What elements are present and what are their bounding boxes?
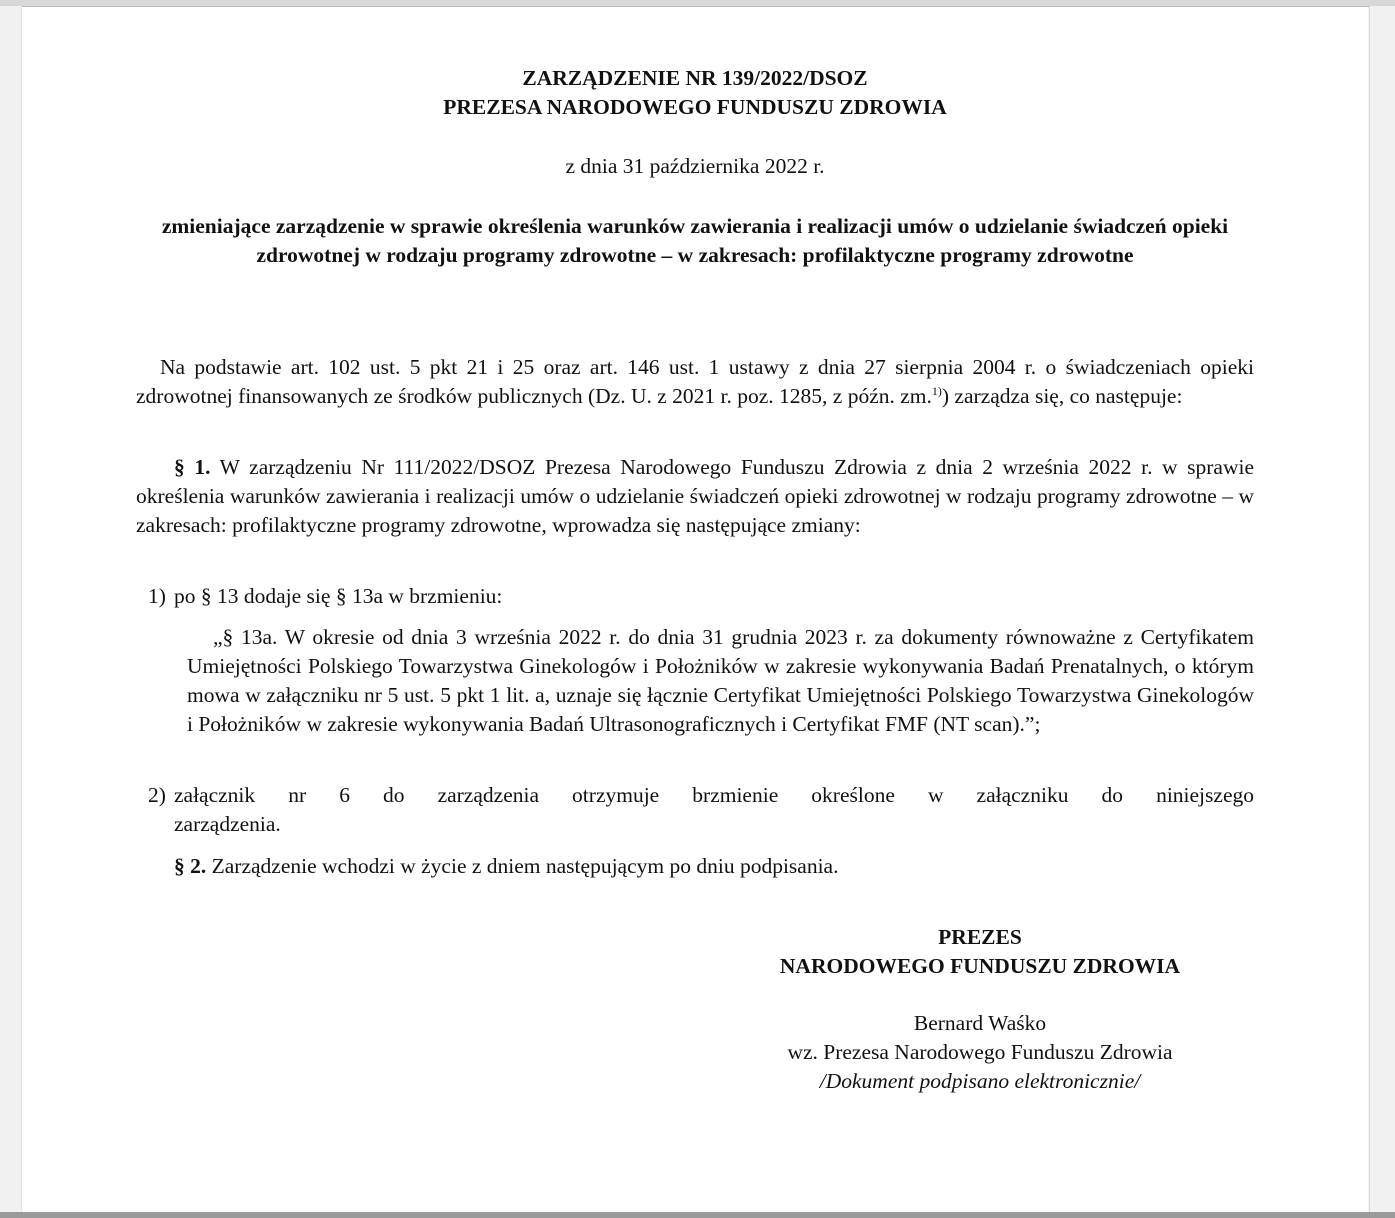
- order-title-line1: ZARZĄDZENIE NR 139/2022/DSOZ: [522, 66, 868, 90]
- signatory-capacity: wz. Prezesa Narodowego Funduszu Zdrowia: [787, 1040, 1173, 1064]
- order-date: z dnia 31 października 2022 r.: [565, 154, 825, 178]
- viewer-bottom-edge: [0, 1212, 1395, 1218]
- electronic-signature-note: /Dokument podpisano elektronicznie/: [819, 1069, 1141, 1093]
- section-1-marker: § 1.: [174, 455, 211, 479]
- section-2-marker: § 2.: [174, 854, 207, 878]
- section-2-text: Zarządzenie wchodzi w życie z dniem następującym po dniu podpisania.: [206, 854, 839, 878]
- preamble-text-end: ) zarządza się, co następuje:: [941, 384, 1183, 408]
- item-2-number: 2): [148, 783, 166, 807]
- signatory-name: Bernard Waśko: [913, 1011, 1047, 1035]
- viewer-top-edge: [0, 0, 1395, 7]
- section-1-text: W zarządzeniu Nr 111/2022/DSOZ Prezesa Narodowego Funduszu Zdrowia z dnia 2 września 2022 r. w sprawie określenia warunków zawierania i realizacji umów o udzielanie świadczeń opieki zdrowotnej w rodzaju programy zdrowotne – w zakresach: profilaktyczne programy zdrowotne, wprowadza się następujące zmiany:: [136, 455, 1254, 537]
- section-1: [136, 453, 1254, 540]
- signature-role-line1: PREZES: [938, 925, 1022, 949]
- order-title-line2: PREZESA NARODOWEGO FUNDUSZU ZDROWIA: [443, 95, 947, 119]
- order-title: [22, 64, 1368, 122]
- item-1-quote: „§ 13a. W okresie od dnia 3 września 2022 r. do dnia 31 grudnia 2023 r. za dokumenty równoważne z Certyfikatem Umiejętności Polskiego Towarzystwa Ginekologów i Położników w zakresie wykonywania Badań Prenatalnych, o którym mowa w załączniku nr 5 ust. 5 pkt 1 lit. a, uznaje się łącznie Certyfikat Umiejętności Polskiego Towarzystwa Ginekologów i Położników w zakresie wykonywania Badań Ultrasonograficznych i Certyfikat FMF (NT scan).”;: [187, 625, 1254, 736]
- signature-role: [722, 923, 1238, 981]
- preamble: [136, 353, 1254, 411]
- item-2-text: załącznik nr 6 do zarządzenia otrzymuje brzmienie określone w załączniku do niniejszego zarządzenia.: [174, 783, 1254, 836]
- signature-role-line2: NARODOWEGO FUNDUSZU ZDROWIA: [779, 954, 1181, 978]
- order-subject: zmieniające zarządzenie w sprawie określenia warunków zawierania i realizacji umów o udzielanie świadczeń opieki zdrowotnej w rodzaju programy zdrowotne – w zakresach: profilaktyczne programy zdrowotne: [161, 214, 1229, 267]
- signature-block: [722, 1009, 1238, 1096]
- footnote-reference[interactable]: 1): [931, 384, 942, 398]
- preamble-text: Na podstawie art. 102 ust. 5 pkt 21 i 25 oraz art. 146 ust. 1 ustawy z dnia 27 sierpnia 2004 r. o świadczeniach opieki zdrowotnej finansowanych ze środków publicznych (Dz. U. z 2021 r. poz. 1285, z późn. zm.: [136, 355, 1254, 408]
- item-1-number: 1): [148, 584, 166, 608]
- section-2: [174, 852, 1254, 881]
- viewer-left-gutter: [0, 6, 22, 1212]
- document-page: [22, 7, 1368, 1212]
- viewer-scrollbar-track[interactable]: [1369, 6, 1395, 1212]
- item-1-text: po § 13 dodaje się § 13a w brzmieniu:: [174, 584, 503, 608]
